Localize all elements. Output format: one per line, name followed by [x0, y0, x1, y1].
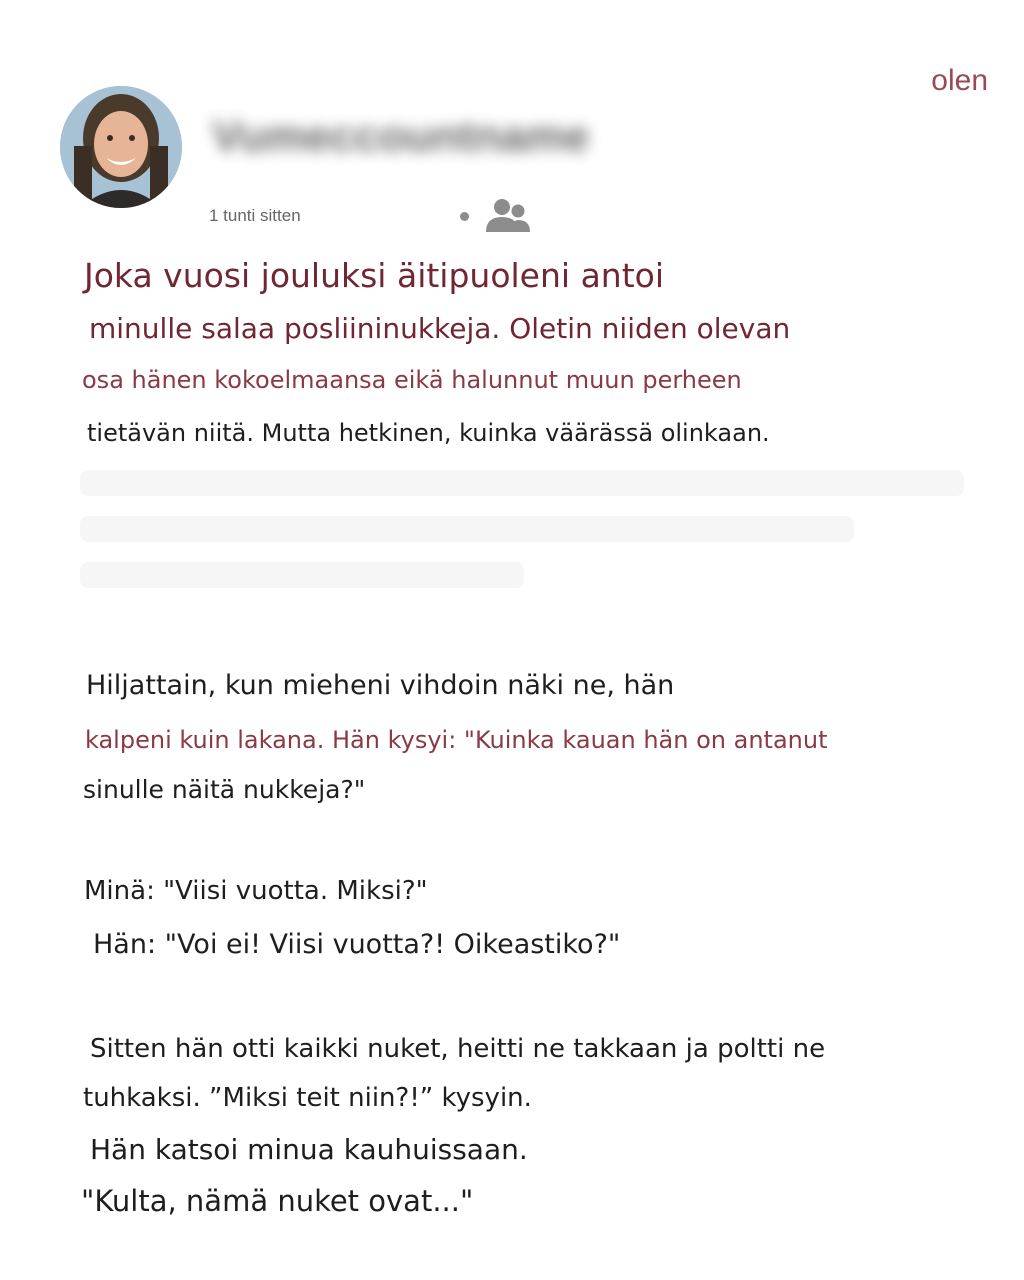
- post-text-line: sinulle näitä nukkeja?": [83, 775, 366, 804]
- post-text-line: osa hänen kokoelmaansa eikä halunnut muun perheen: [82, 366, 742, 394]
- post-text-line: Hän katsoi minua kauhuissaan.: [90, 1133, 528, 1166]
- separator-dot: [460, 212, 469, 221]
- account-name[interactable]: Vumeccountname: [212, 112, 590, 161]
- post-text-line: Hiljattain, kun mieheni vihdoin näki ne, hän: [86, 670, 675, 701]
- post-text-line: Joka vuosi jouluksi äitipuoleni antoi: [84, 256, 664, 295]
- friends-icon[interactable]: [484, 196, 532, 236]
- post-text-line: Sitten hän otti kaikki nuket, heitti ne takkaan ja poltti ne: [90, 1034, 826, 1064]
- post-text-line: tuhkaksi. ”Miksi teit niin?!” kysyin.: [83, 1083, 532, 1113]
- post-timestamp[interactable]: 1 tunti sitten: [209, 206, 301, 225]
- profile-photo: [60, 86, 182, 208]
- post-text-line: tietävän niitä. Mutta hetkinen, kuinka väärässä olinkaan.: [87, 419, 770, 447]
- post-text-line: "Kulta, nämä nuket ovat...": [81, 1184, 474, 1218]
- post-text-line: minulle salaa posliininukkeja. Oletin niiden olevan: [89, 312, 791, 345]
- faded-text-remnant: [80, 470, 964, 496]
- corner-text: olen: [931, 64, 988, 97]
- faded-text-remnant: [80, 562, 524, 588]
- avatar[interactable]: [60, 86, 182, 208]
- post-text-line: kalpeni kuin lakana. Hän kysyi: "Kuinka kauan hän on antanut: [85, 726, 828, 754]
- post-text-line: Hän: "Voi ei! Viisi vuotta?! Oikeastiko?": [93, 929, 621, 960]
- post-text-line: Minä: "Viisi vuotta. Miksi?": [84, 876, 428, 906]
- faded-text-remnant: [80, 516, 854, 542]
